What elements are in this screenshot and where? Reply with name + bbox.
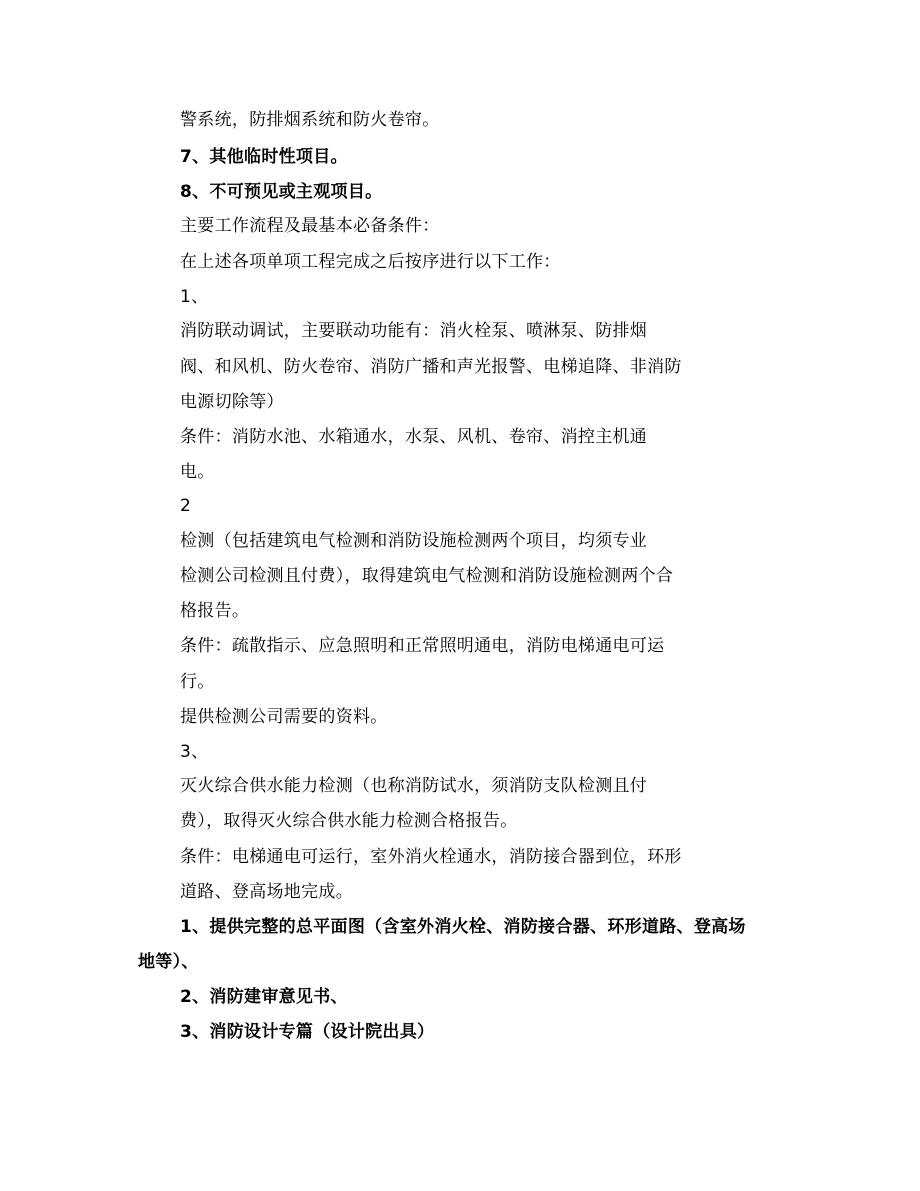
step-2-provide: 提供检测公司需要的资料。 bbox=[180, 707, 388, 727]
step-3-text-2: 费），取得灭火综合供水能力检测合格报告。 bbox=[180, 811, 518, 831]
step-2-text-1: 检测（包括建筑电气检测和消防设施检测两个项目，均须专业 bbox=[180, 531, 648, 551]
requirement-2: 2、消防建审意见书、 bbox=[180, 987, 348, 1007]
requirement-1-line-1: 1、提供完整的总平面图（含室外消火栓、消防接合器、环形道路、登高场 bbox=[180, 917, 746, 937]
intro-line: 在上述各项单项工程完成之后按序进行以下工作： bbox=[180, 252, 561, 272]
step-3-number: 3、 bbox=[180, 742, 209, 762]
step-1-number: 1、 bbox=[180, 287, 209, 307]
step-2-text-2: 检测公司检测且付费），取得建筑电气检测和消防设施检测两个合 bbox=[180, 566, 674, 586]
step-1-condition-2: 电。 bbox=[180, 462, 215, 482]
step-1-condition-1: 条件：消防水池、水箱通水，水泵、风机、卷帘、消控主机通 bbox=[180, 427, 648, 447]
text-line-1: 警系统，防排烟系统和防火卷帘。 bbox=[180, 110, 440, 130]
step-2-condition-1: 条件：疏散指示、应急照明和正常照明通电，消防电梯通电可运 bbox=[180, 636, 665, 656]
step-1-text-3: 电源切除等） bbox=[180, 392, 284, 412]
step-2-condition-2: 行。 bbox=[180, 672, 215, 692]
heading-item-8: 8、不可预见或主观项目。 bbox=[180, 182, 383, 202]
section-title: 主要工作流程及最基本必备条件： bbox=[180, 216, 440, 236]
step-3-condition-1: 条件：电梯通电可运行，室外消火栓通水，消防接合器到位，环形 bbox=[180, 847, 682, 867]
requirement-3: 3、消防设计专篇（设计院出具） bbox=[180, 1022, 435, 1042]
step-2-number: 2 bbox=[180, 496, 192, 516]
requirement-1-line-2: 地等）、 bbox=[138, 952, 199, 972]
heading-item-7: 7、其他临时性项目。 bbox=[180, 147, 348, 167]
step-3-text-1: 灭火综合供水能力检测（也称消防试水，须消防支队检测且付 bbox=[180, 776, 648, 796]
step-1-text-1: 消防联动调试，主要联动功能有：消火栓泵、喷淋泵、防排烟 bbox=[180, 321, 648, 341]
step-2-text-3: 格报告。 bbox=[180, 601, 250, 621]
step-3-condition-2: 道路、登高场地完成。 bbox=[180, 882, 353, 902]
step-1-text-2: 阀、和风机、防火卷帘、消防广播和声光报警、电梯追降、非消防 bbox=[180, 357, 682, 377]
